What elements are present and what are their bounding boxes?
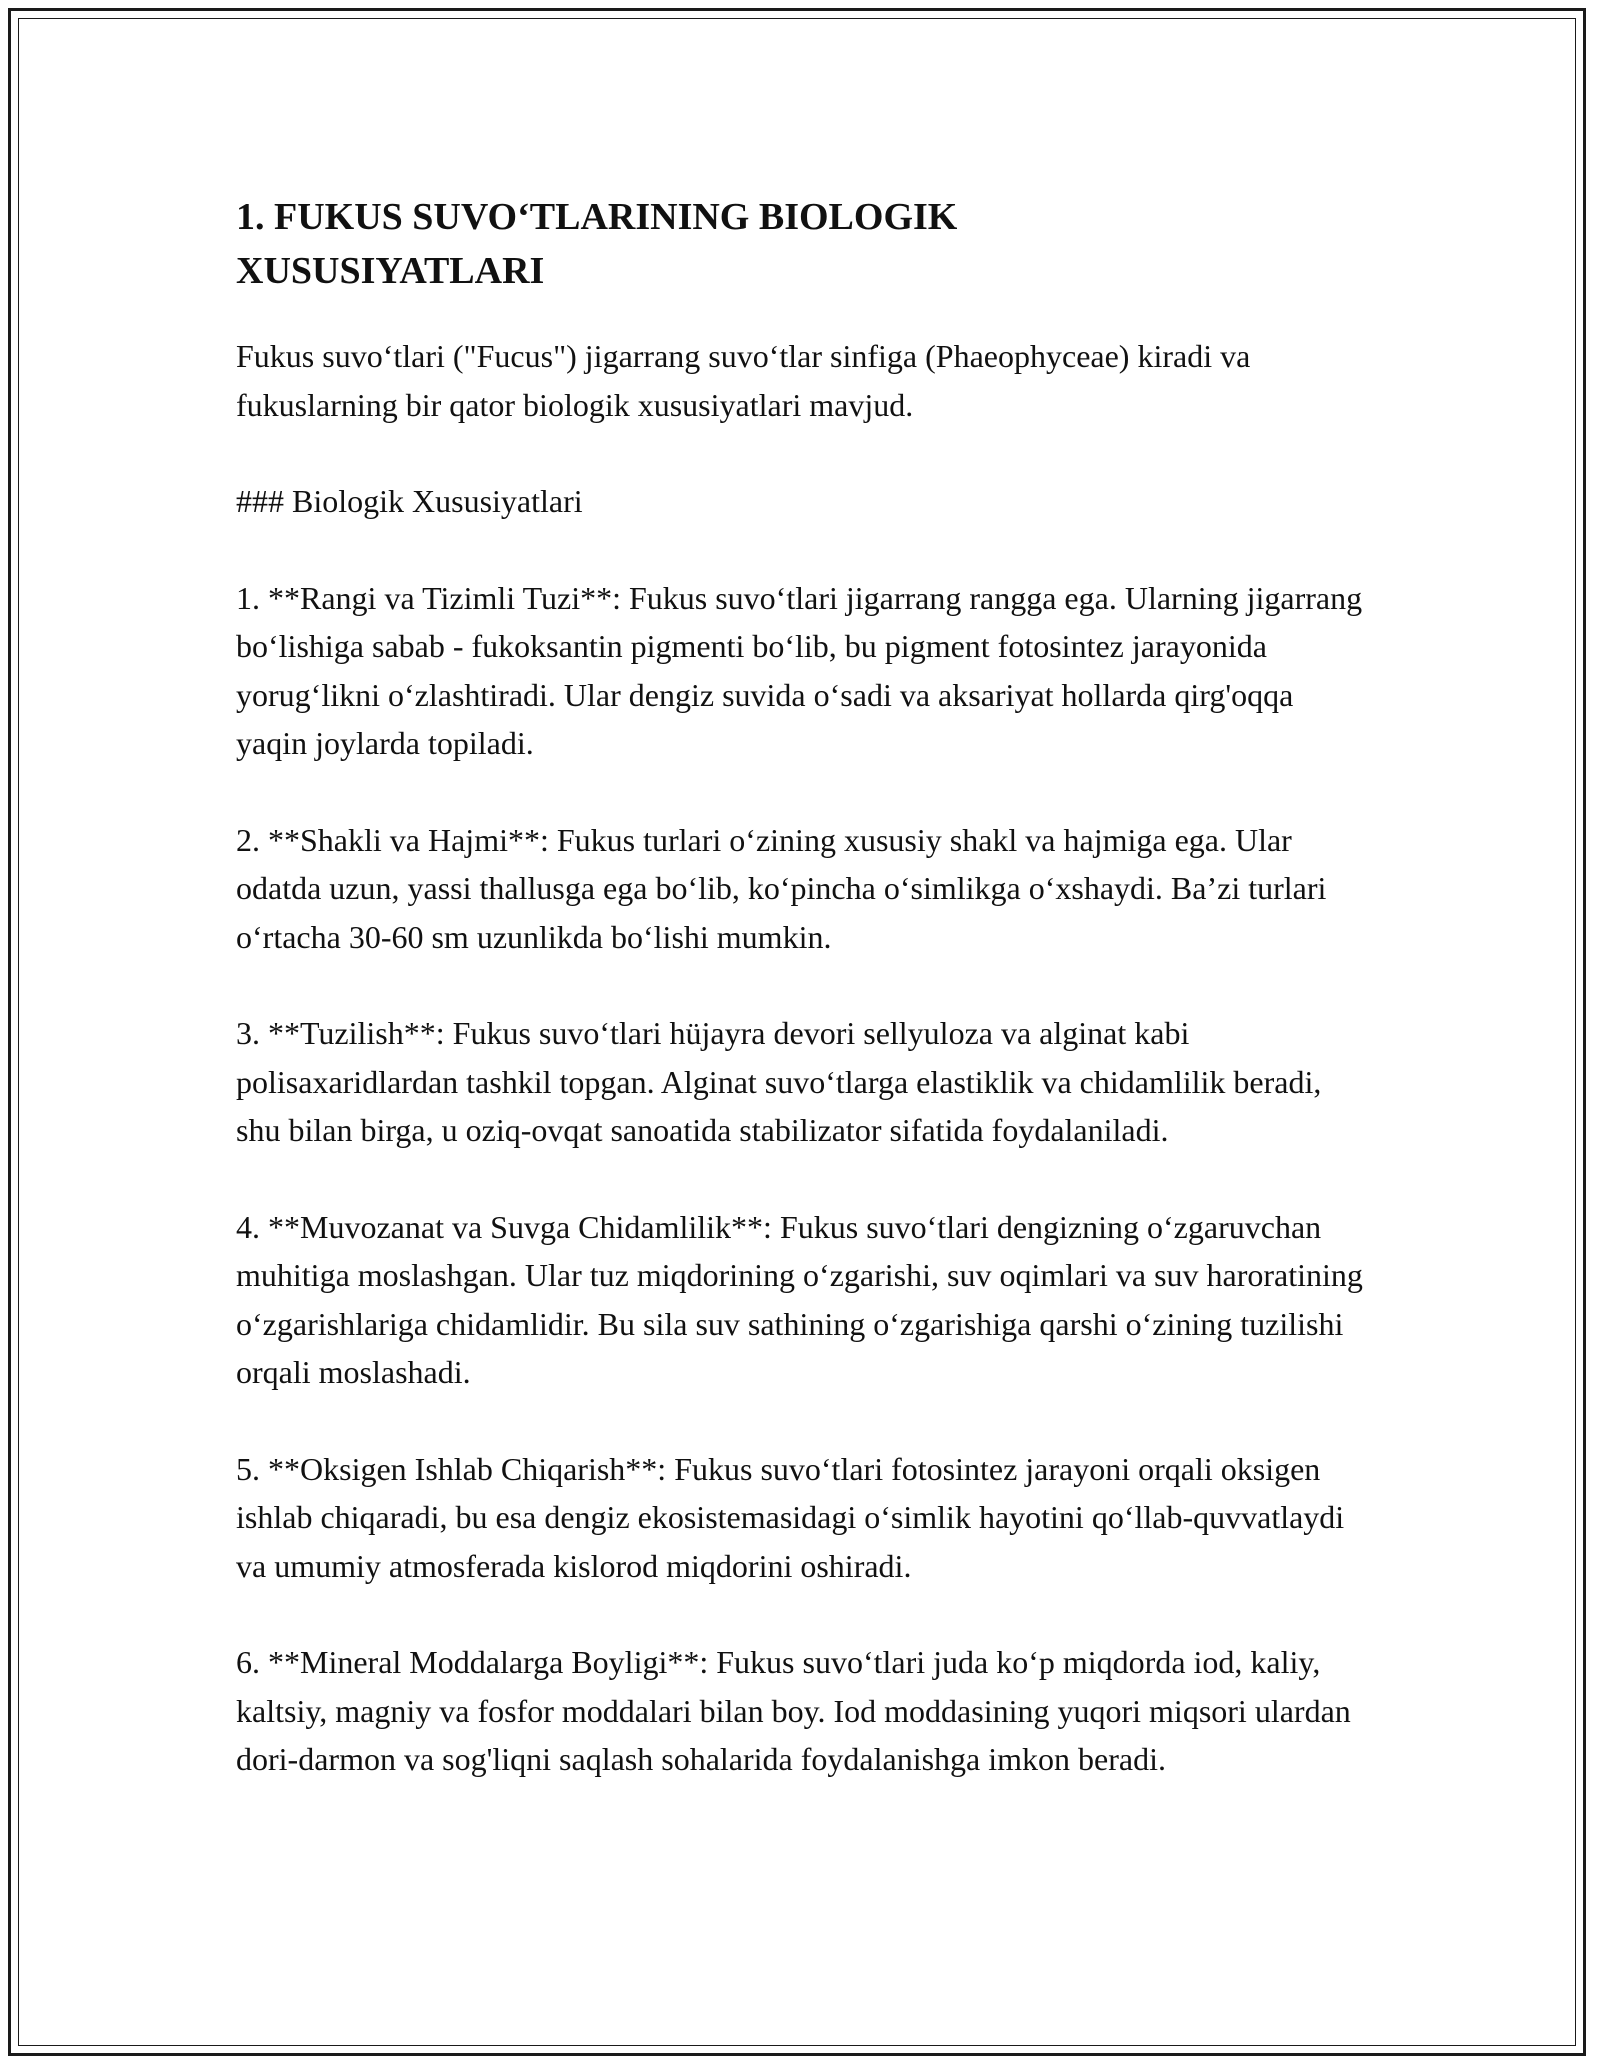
intro-paragraph: Fukus suvo‘tlari ("Fucus") jigarrang suvo‘tlar sinfiga (Phaeophyceae) kiradi va fukuslarning bir qator biologik xususiyatlari mavjud. bbox=[236, 338, 1251, 423]
list-item: 4. **Muvozanat va Suvga Chidamlilik**: Fukus suvo‘tlari dengizning o‘zgaruvchan muhitiga moslashgan. Ular tuz miqdorining o‘zgarishi, suv oqimlari va suv haroratining o‘zgarishlariga chidamlidir. Bu sila suv sathining o‘zgarishiga qarshi o‘zining tuzilishi orqali moslashadi. bbox=[236, 1208, 1363, 1390]
list-item: 1. **Rangi va Tizimli Tuzi**: Fukus suvo‘tlari jigarrang rangga ega. Ularning jigarrang bo‘lishiga sabab - fukoksantin pigmenti bo‘lib, bu pigment fotosintez jarayonida yorug‘likni o‘zlashtiradi. Ular dengiz suvida o‘sadi va aksariyat hollarda qirg'oqqa yaqin joylarda topiladi. bbox=[236, 579, 1363, 761]
list-item: 6. **Mineral Moddalarga Boyligi**: Fukus suvo‘tlari juda ko‘p miqdorda iod, kaliy, kaltsiy, magniy va fosfor moddalari bilan boy. Iod moddasining yuqori miqsori ulardan dori-darmon va sog'liqni saqlash sohalarida foydalanishga imkon beradi. bbox=[236, 1644, 1351, 1777]
list-item: 2. **Shakli va Hajmi**: Fukus turlari o‘zining xususiy shakl va hajmiga ega. Ular odatda uzun, yassi thallusga ega bo‘lib, ko‘pincha o‘simlikga o‘xshaydi. Ba’zi turlari o‘rtacha 30-60 sm uzunlikda bo‘lishi mumkin. bbox=[236, 821, 1327, 955]
list-item: 5. **Oksigen Ishlab Chiqarish**: Fukus suvo‘tlari fotosintez jarayoni orqali oksigen ishlab chiqaradi, bu esa dengiz ekosistemasidagi o‘simlik hayotini qo‘llab-quvvatlaydi va umumiy atmosferada kislorod miqdorini oshiradi. bbox=[236, 1450, 1345, 1584]
section-heading: ### Biologik Xususiyatlari bbox=[236, 483, 583, 519]
document-body bbox=[236, 190, 1366, 1832]
document-title: 1. FUKUS SUVO‘TLARINING BIOLOGIK XUSUSIYATLARI bbox=[236, 196, 958, 292]
list-item: 3. **Tuzilish**: Fukus suvo‘tlari hüjayra devori sellyuloza va alginat kabi polisaxaridlardan tashkil topgan. Alginat suvo‘tlarga elastiklik va chidamlilik beradi, shu bilan birga, u oziq-ovqat sanoatida stabilizator sifatida foydalaniladi. bbox=[236, 1015, 1322, 1148]
